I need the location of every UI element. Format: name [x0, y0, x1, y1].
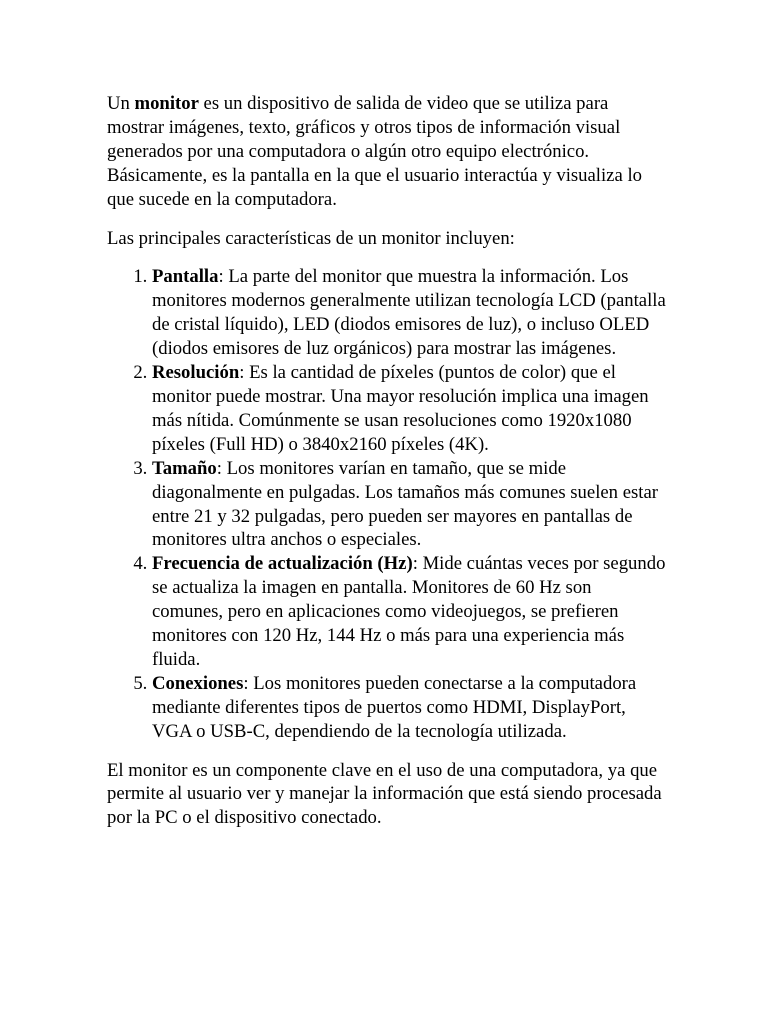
list-item-term: Frecuencia de actualización (Hz)	[152, 553, 413, 575]
document-page	[107, 92, 667, 830]
list-item-term: Pantalla	[152, 266, 219, 288]
intro-text: es un dispositivo de salida de video que se utiliza para mostrar imágenes, texto, gráficos y otros tipos de información visual generados por una computadora o algún otro equipo electrónico. Básicamente, es la pantalla en la que el usuario interactúa y visualiza lo que sucede en la computadora.	[107, 93, 642, 210]
list-item	[152, 457, 667, 553]
list-item	[152, 361, 667, 457]
list-item-text: : Es la cantidad de píxeles (puntos de color) que el monitor puede mostrar. Una mayor resolución implica una imagen más nítida. Comúnmente se usan resoluciones como 1920x1080 píxeles (Full HD) o 3840x2160 píxeles (4K).	[152, 362, 649, 455]
list-item	[152, 672, 667, 744]
conclusion-paragraph: El monitor es un componente clave en el uso de una computadora, ya que permite al usuario ver y manejar la información que está siendo procesada por la PC o el dispositivo conectado.	[107, 759, 662, 829]
intro-paragraph	[107, 92, 667, 212]
list-item-text: : Mide cuántas veces por segundo se actualiza la imagen en pantalla. Monitores de 60 Hz son comunes, pero en aplicaciones como videojuegos, se prefieren monitores con 120 Hz, 144 Hz o más para una experiencia más fluida.	[152, 553, 666, 670]
list-item-term: Tamaño	[152, 457, 217, 479]
list-item	[152, 552, 667, 672]
list-item-term: Conexiones	[152, 672, 244, 694]
intro-bold-term: monitor	[134, 93, 199, 114]
list-item-text: : Los monitores pueden conectarse a la computadora mediante diferentes tipos de puertos como HDMI, DisplayPort, VGA o USB-C, dependiendo de la tecnología utilizada.	[152, 672, 637, 742]
list-item-term: Resolución	[152, 362, 240, 384]
intro-prefix: Un	[107, 93, 135, 114]
list-item	[152, 265, 667, 361]
characteristics-list	[107, 265, 667, 743]
list-item-text: : Los monitores varían en tamaño, que se mide diagonalmente en pulgadas. Los tamaños más comunes suelen estar entre 21 y 32 pulgadas, pero pueden ser mayores en pantallas de monitores ultra anchos o especiales.	[152, 457, 658, 551]
list-lead-paragraph: Las principales características de un monitor incluyen:	[107, 227, 515, 249]
list-item-text: : La parte del monitor que muestra la información. Los monitores modernos generalmente utilizan tecnología LCD (pantalla de cristal líquido), LED (diodos emisores de luz), o incluso OLED (diodos emisores de luz orgánicos) para mostrar las imágenes.	[152, 266, 666, 360]
